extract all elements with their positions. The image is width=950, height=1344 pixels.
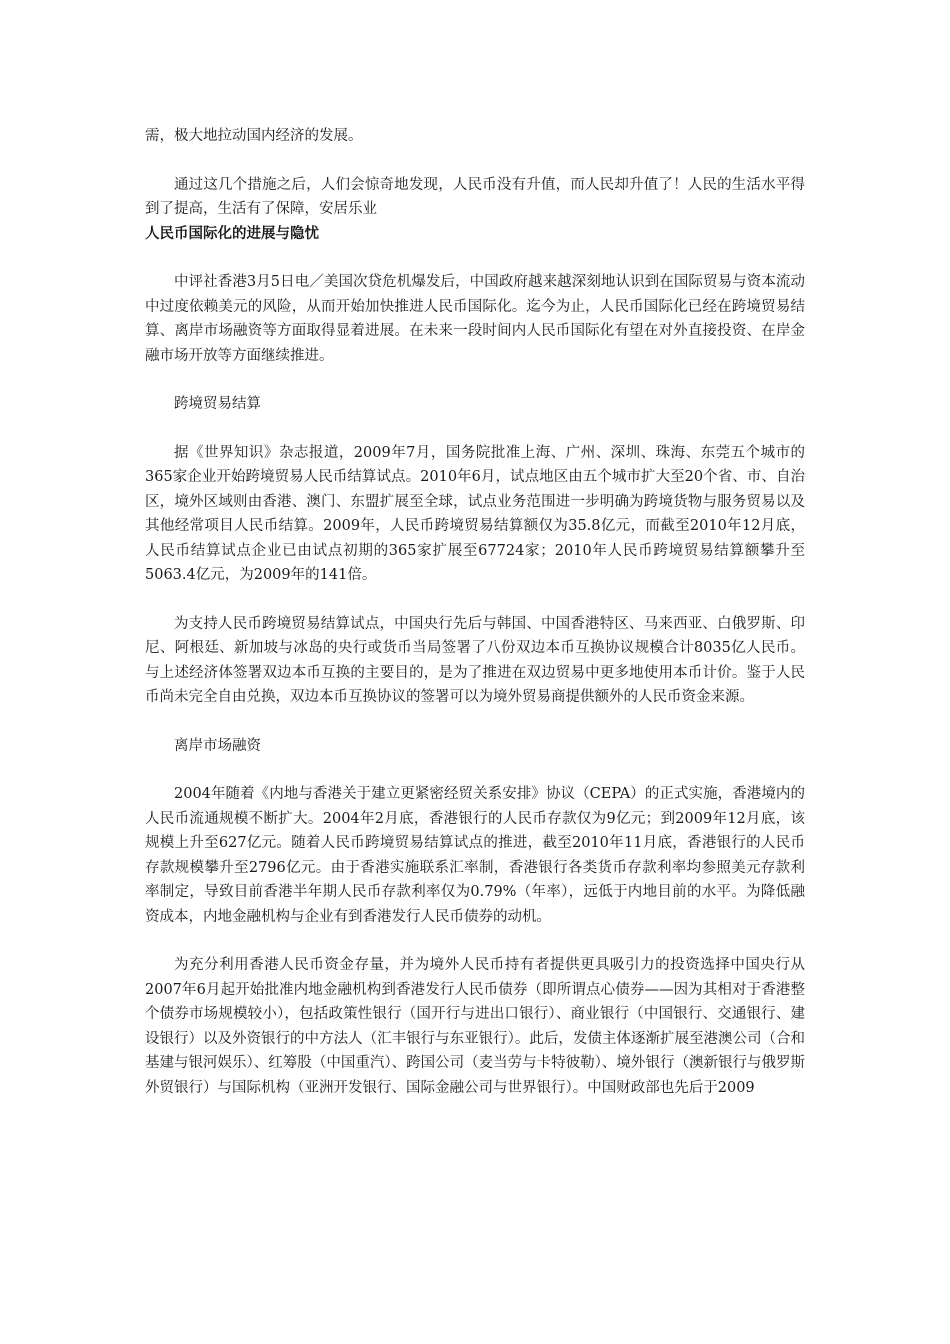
- paragraph-intro: 中评社香港3月5日电／美国次贷危机爆发后，中国政府越来越深刻地认识到在国际贸易与资本流动中过度依赖美元的风险，从而开始加快推进人民币国际化。迄今为止，人民币国际化已经在跨境贸易结算、离岸市场融资等方面取得显着进展。在未来一段时间内人民币国际化有望在对外直接投资、在岸金融市场开放等方面继续推进。: [145, 274, 805, 364]
- section-title: 人民币国际化的进展与隐忧: [145, 225, 319, 242]
- paragraph-continuation: 需，极大地拉动国内经济的发展。: [145, 128, 363, 144]
- paragraph-offshore-2: 为充分利用香港人民币资金存量，并为境外人民币持有者提供更具吸引力的投资选择中国央行从2007年6月起开始批准内地金融机构到香港发行人民币债券（即所谓点心债券——因为其相对于香港整个债券市场规模较小），包括政策性银行（国开行与进出口银行）、商业银行（中国银行、交通银行、建设银行）以及外资银行的中方法人（汇丰银行与东亚银行）。此后，发债主体逐渐扩展至港澳公司（合和基建与银河娱乐）、红筹股（中国重汽）、跨国公司（麦当劳与卡特彼勒）、境外银行（澳新银行与俄罗斯外贸银行）与国际机构（亚洲开发银行、国际金融公司与世界银行）。中国财政部也先后于2009: [145, 957, 805, 1096]
- paragraph-offshore-1: 2004年随着《内地与香港关于建立更紧密经贸关系安排》协议（CEPA）的正式实施，香港境内的人民币流通规模不断扩大。2004年2月底，香港银行的人民币存款仅为9亿元；到2009年12月底，该规模上升至627亿元。随着人民币跨境贸易结算试点的推进，截至2010年11月底，香港银行的人民币存款规模攀升至2796亿元。由于香港实施联系汇率制，香港银行各类货币存款利率均参照美元存款利率制定，导致目前香港半年期人民币存款利率仅为0.79%（年率），远低于内地目前的水平。为降低融资成本，内地金融机构与企业有到香港发行人民币债券的动机。: [145, 786, 805, 925]
- subheading-offshore-financing: 离岸市场融资: [174, 737, 261, 754]
- paragraph-measures: 通过这几个措施之后，人们会惊奇地发现，人民币没有升值，而人民却升值了！人民的生活水平得到了提高，生活有了保障，安居乐业: [145, 176, 805, 217]
- paragraph-trade-1: 据《世界知识》杂志报道，2009年7月，国务院批准上海、广州、深圳、珠海、东莞五个城市的365家企业开始跨境贸易人民币结算试点。2010年6月，试点地区由五个城市扩大至20个省、市、自治区，境外区域则由香港、澳门、东盟扩展至全球，试点业务范围进一步明确为跨境货物与服务贸易以及其他经常项目人民币结算。2009年，人民币跨境贸易结算额仅为35.8亿元，而截至2010年12月底，人民币结算试点企业已由试点初期的365家扩展至67724家；2010年人民币跨境贸易结算额攀升至5063.4亿元，为2009年的141倍。: [145, 444, 805, 583]
- paragraph-trade-2: 为支持人民币跨境贸易结算试点，中国央行先后与韩国、中国香港特区、马来西亚、白俄罗斯、印尼、阿根廷、新加坡与冰岛的央行或货币当局签署了八份双边本币互换协议规模合计8035亿人民币。与上述经济体签署双边本币互换的主要目的，是为了推进在双边贸易中更多地使用本币计价。鉴于人民币尚未完全自由兑换，双边本币互换协议的签署可以为境外贸易商提供额外的人民币资金来源。: [145, 615, 805, 705]
- subheading-trade-settlement: 跨境贸易结算: [174, 396, 261, 412]
- document-body: [145, 124, 805, 1100]
